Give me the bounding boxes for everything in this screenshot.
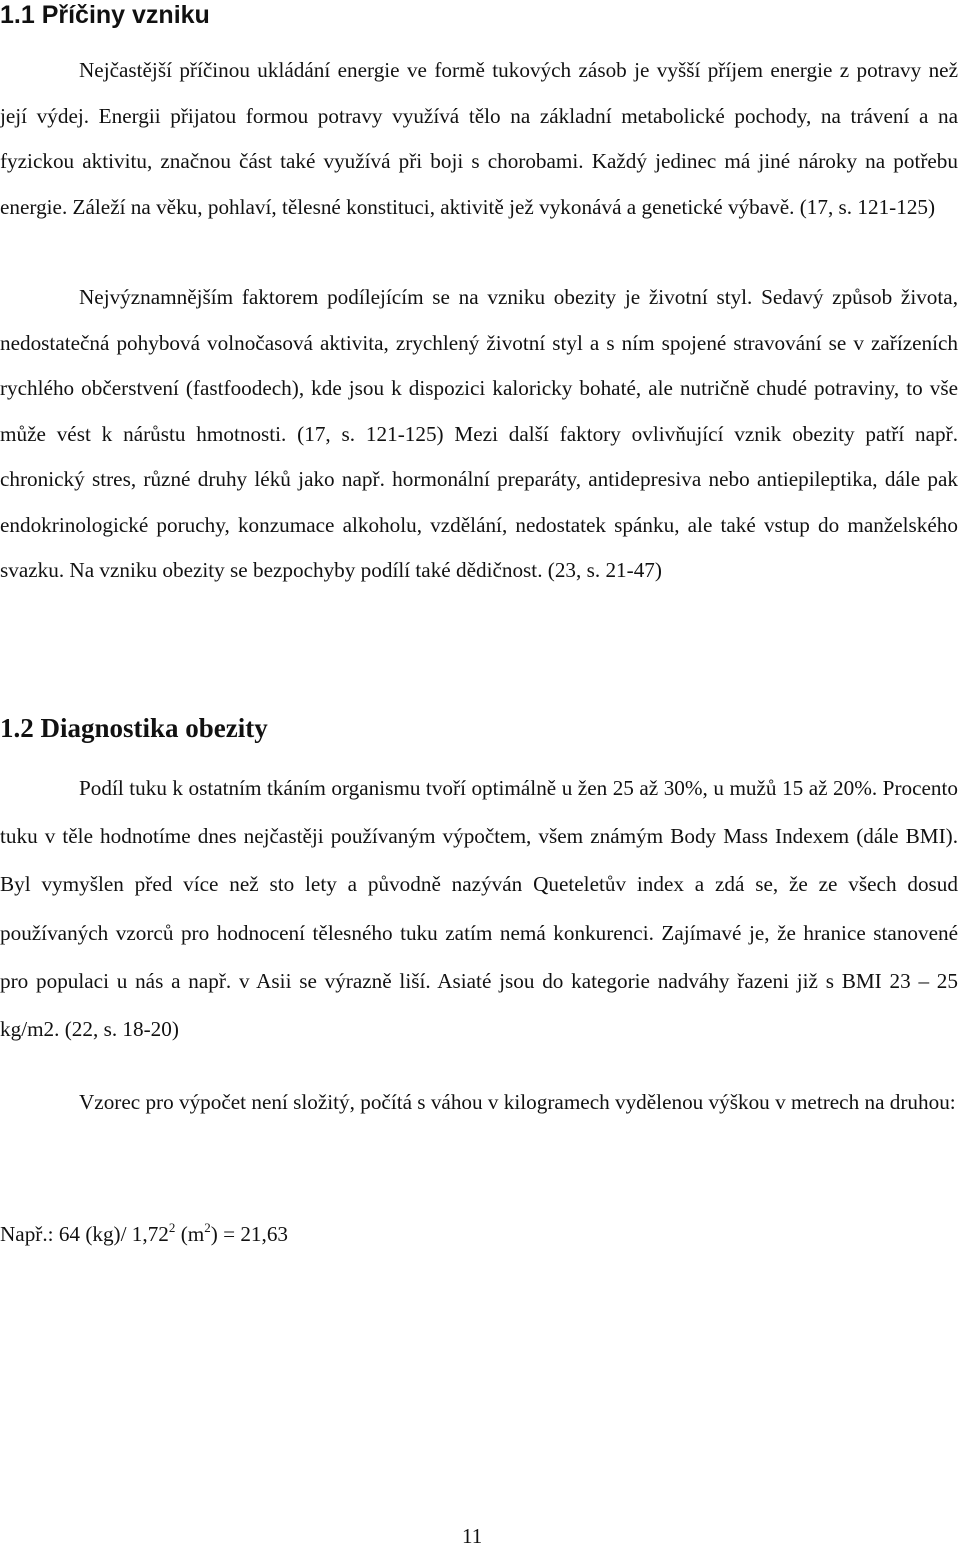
example-result: ) = 21,63 — [210, 1222, 289, 1246]
example-exponent-height: 2 — [168, 1220, 176, 1235]
example-prefix: Např.: 64 (kg)/ 1,72 — [0, 1222, 169, 1246]
page-number: 11 — [462, 1524, 483, 1548]
section-heading-1-1: 1.1 Příčiny vzniku — [0, 1, 210, 29]
example-middle: (m — [175, 1222, 205, 1246]
bmi-example-calculation — [0, 1219, 288, 1249]
example-exponent-unit: 2 — [204, 1220, 211, 1235]
paragraph-body-fat-bmi: Podíl tuku k ostatním tkáním organismu tvoří optimálně u žen 25 až 30%, u mužů 15 až 20%. Procento tuku v těle hodnotíme dnes nejčastěji používaným výpočtem, všem známým Body Mass Indexem (dále BMI). Byl vymyšlen před více než sto lety a původně nazýván Queteletův index a zdá se, že ze všech dosud používaných vzorců pro hodnocení tělesného tuku zatím nemá konkurenci. Zajímavé je, že hranice stanovené pro populaci u nás a např. v Asii se výrazně liší. Asiaté jsou do kategorie nadváhy řazeni již s BMI 23 – 25 kg/m2. (22, s. 18-20) — [0, 776, 958, 1042]
section-heading-1-2: 1.2 Diagnostika obezity — [0, 713, 268, 743]
paragraph-lifestyle-factors: Nejvýznamnějším faktorem podílejícím se na vzniku obezity je životní styl. Sedavý způsob života, nedostatečná pohybová volnočasová aktivita, zrychlený životní styl a s ním spojené stravování se v zařízeních rychlého občerstvení (fastfoodech), kde jsou k dispozici kaloricky bohaté, ale nutričně chudé potraviny, to vše může vést k nárůstu hmotnosti. (17, s. 121-125) Mezi další faktory ovlivňující vznik obezity patří např. chronický stres, různé druhy léků jako např. hormonální preparáty, antidepresiva nebo antiepileptika, dále pak endokrinologické poruchy, konzumace alkoholu, vzdělání, nedostatek spánku, ale také vstup do manželského svazku. Na vzniku obezity se bezpochyby podílí také dědičnost. (23, s. 21-47) — [0, 285, 958, 582]
paragraph-energy-intake: Nejčastější příčinou ukládání energie ve formě tukových zásob je vyšší příjem energie z potravy než její výdej. Energii přijatou formou potravy využívá tělo na základní metabolické pochody, na trávení a na fyzickou aktivitu, značnou část také využívá při boji s chorobami. Každý jedinec má jiné nároky na potřebu energie. Záleží na věku, pohlaví, tělesné konstituci, aktivitě jež vykonává a genetické výbavě. (17, s. 121-125) — [0, 58, 958, 219]
paragraph-bmi-formula: Vzorec pro výpočet není složitý, počítá s váhou v kilogramech vydělenou výškou v metrech na druhou: — [79, 1090, 956, 1114]
